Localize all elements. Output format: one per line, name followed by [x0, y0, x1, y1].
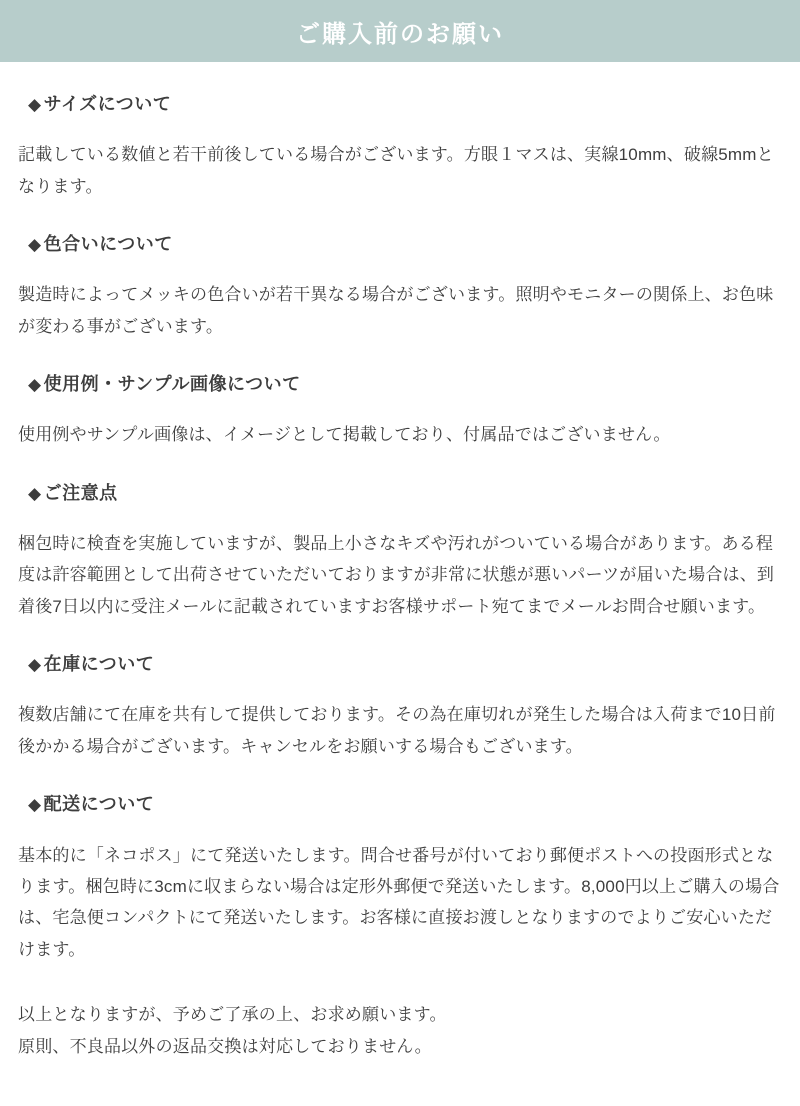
section-shipping — [18, 792, 782, 965]
section-caution — [18, 481, 782, 623]
section-body-sample-image: 使用例やサンプル画像は、イメージとして掲載しており、付属品ではございません。 — [18, 425, 671, 445]
section-body-color: 製造時によってメッキの色合いが若干異なる場合がございます。照明やモニターの関係上、お色味が変わる事がございます。 — [18, 285, 774, 336]
section-heading-shipping-label: 配送について — [43, 794, 155, 815]
closing-line-1: 以上となりますが、予めご了承の上、お求め願います。 — [18, 1005, 447, 1025]
section-heading-stock — [28, 652, 782, 677]
diamond-icon: ◆ — [28, 95, 42, 114]
section-heading-size-label: サイズについて — [43, 94, 172, 114]
diamond-icon: ◆ — [28, 655, 42, 675]
section-heading-caution-label: ご注意点 — [43, 482, 118, 503]
section-size — [18, 92, 782, 202]
section-heading-sample-image-label: 使用例・サンプル画像について — [43, 374, 301, 395]
section-heading-size — [28, 92, 782, 117]
section-body-size: 記載している数値と若干前後している場合がございます。方眼１マスは、実線10mm、破線5mmとなります。 — [18, 145, 774, 196]
section-body-shipping: 基本的に「ネコポス」にて発送いたします。問合せ番号が付いており郵便ポストへの投函形式となります。梱包時に3cmに収まらない場合は定形外郵便で発送いたします。8,000円以上ご購入の場合は、宅急便コンパクトにて発送いたします。お客様に直接お渡しとなりますのでよりご安心いただけます。 — [18, 845, 780, 959]
page-title: ご購入前のお願い — [296, 20, 504, 48]
section-heading-color-label: 色合いについて — [43, 234, 173, 255]
closing-note — [18, 999, 782, 1062]
section-color — [18, 232, 782, 342]
section-stock — [18, 652, 782, 762]
diamond-icon: ◆ — [28, 375, 42, 395]
notice-content — [0, 92, 800, 1072]
section-heading-stock-label: 在庫について — [43, 654, 155, 675]
section-heading-color — [28, 232, 782, 257]
section-body-stock: 複数店舗にて在庫を共有して提供しております。その為在庫切れが発生した場合は入荷まで10日前後かかる場合がございます。キャンセルをお願いする場合もございます。 — [18, 705, 776, 756]
diamond-icon: ◆ — [28, 795, 42, 815]
diamond-icon: ◆ — [28, 235, 42, 255]
section-sample-image — [18, 372, 782, 451]
section-body-caution: 梱包時に検査を実施していますが、製品上小さなキズや汚れがついている場合があります。ある程度は許容範囲として出荷させていただいておりますが非常に状態が悪いパーツが届いた場合は、到着後7日以内に受注メールに記載されていますお客様サポート宛てまでメールお問合せ願います。 — [18, 533, 775, 616]
diamond-icon: ◆ — [28, 483, 42, 503]
section-heading-shipping — [28, 792, 782, 817]
page-header — [0, 0, 800, 62]
section-heading-caution — [28, 481, 782, 506]
closing-line-2: 原則、不良品以外の返品交換は対応しておりません。 — [18, 1036, 432, 1056]
section-heading-sample-image — [28, 372, 782, 397]
